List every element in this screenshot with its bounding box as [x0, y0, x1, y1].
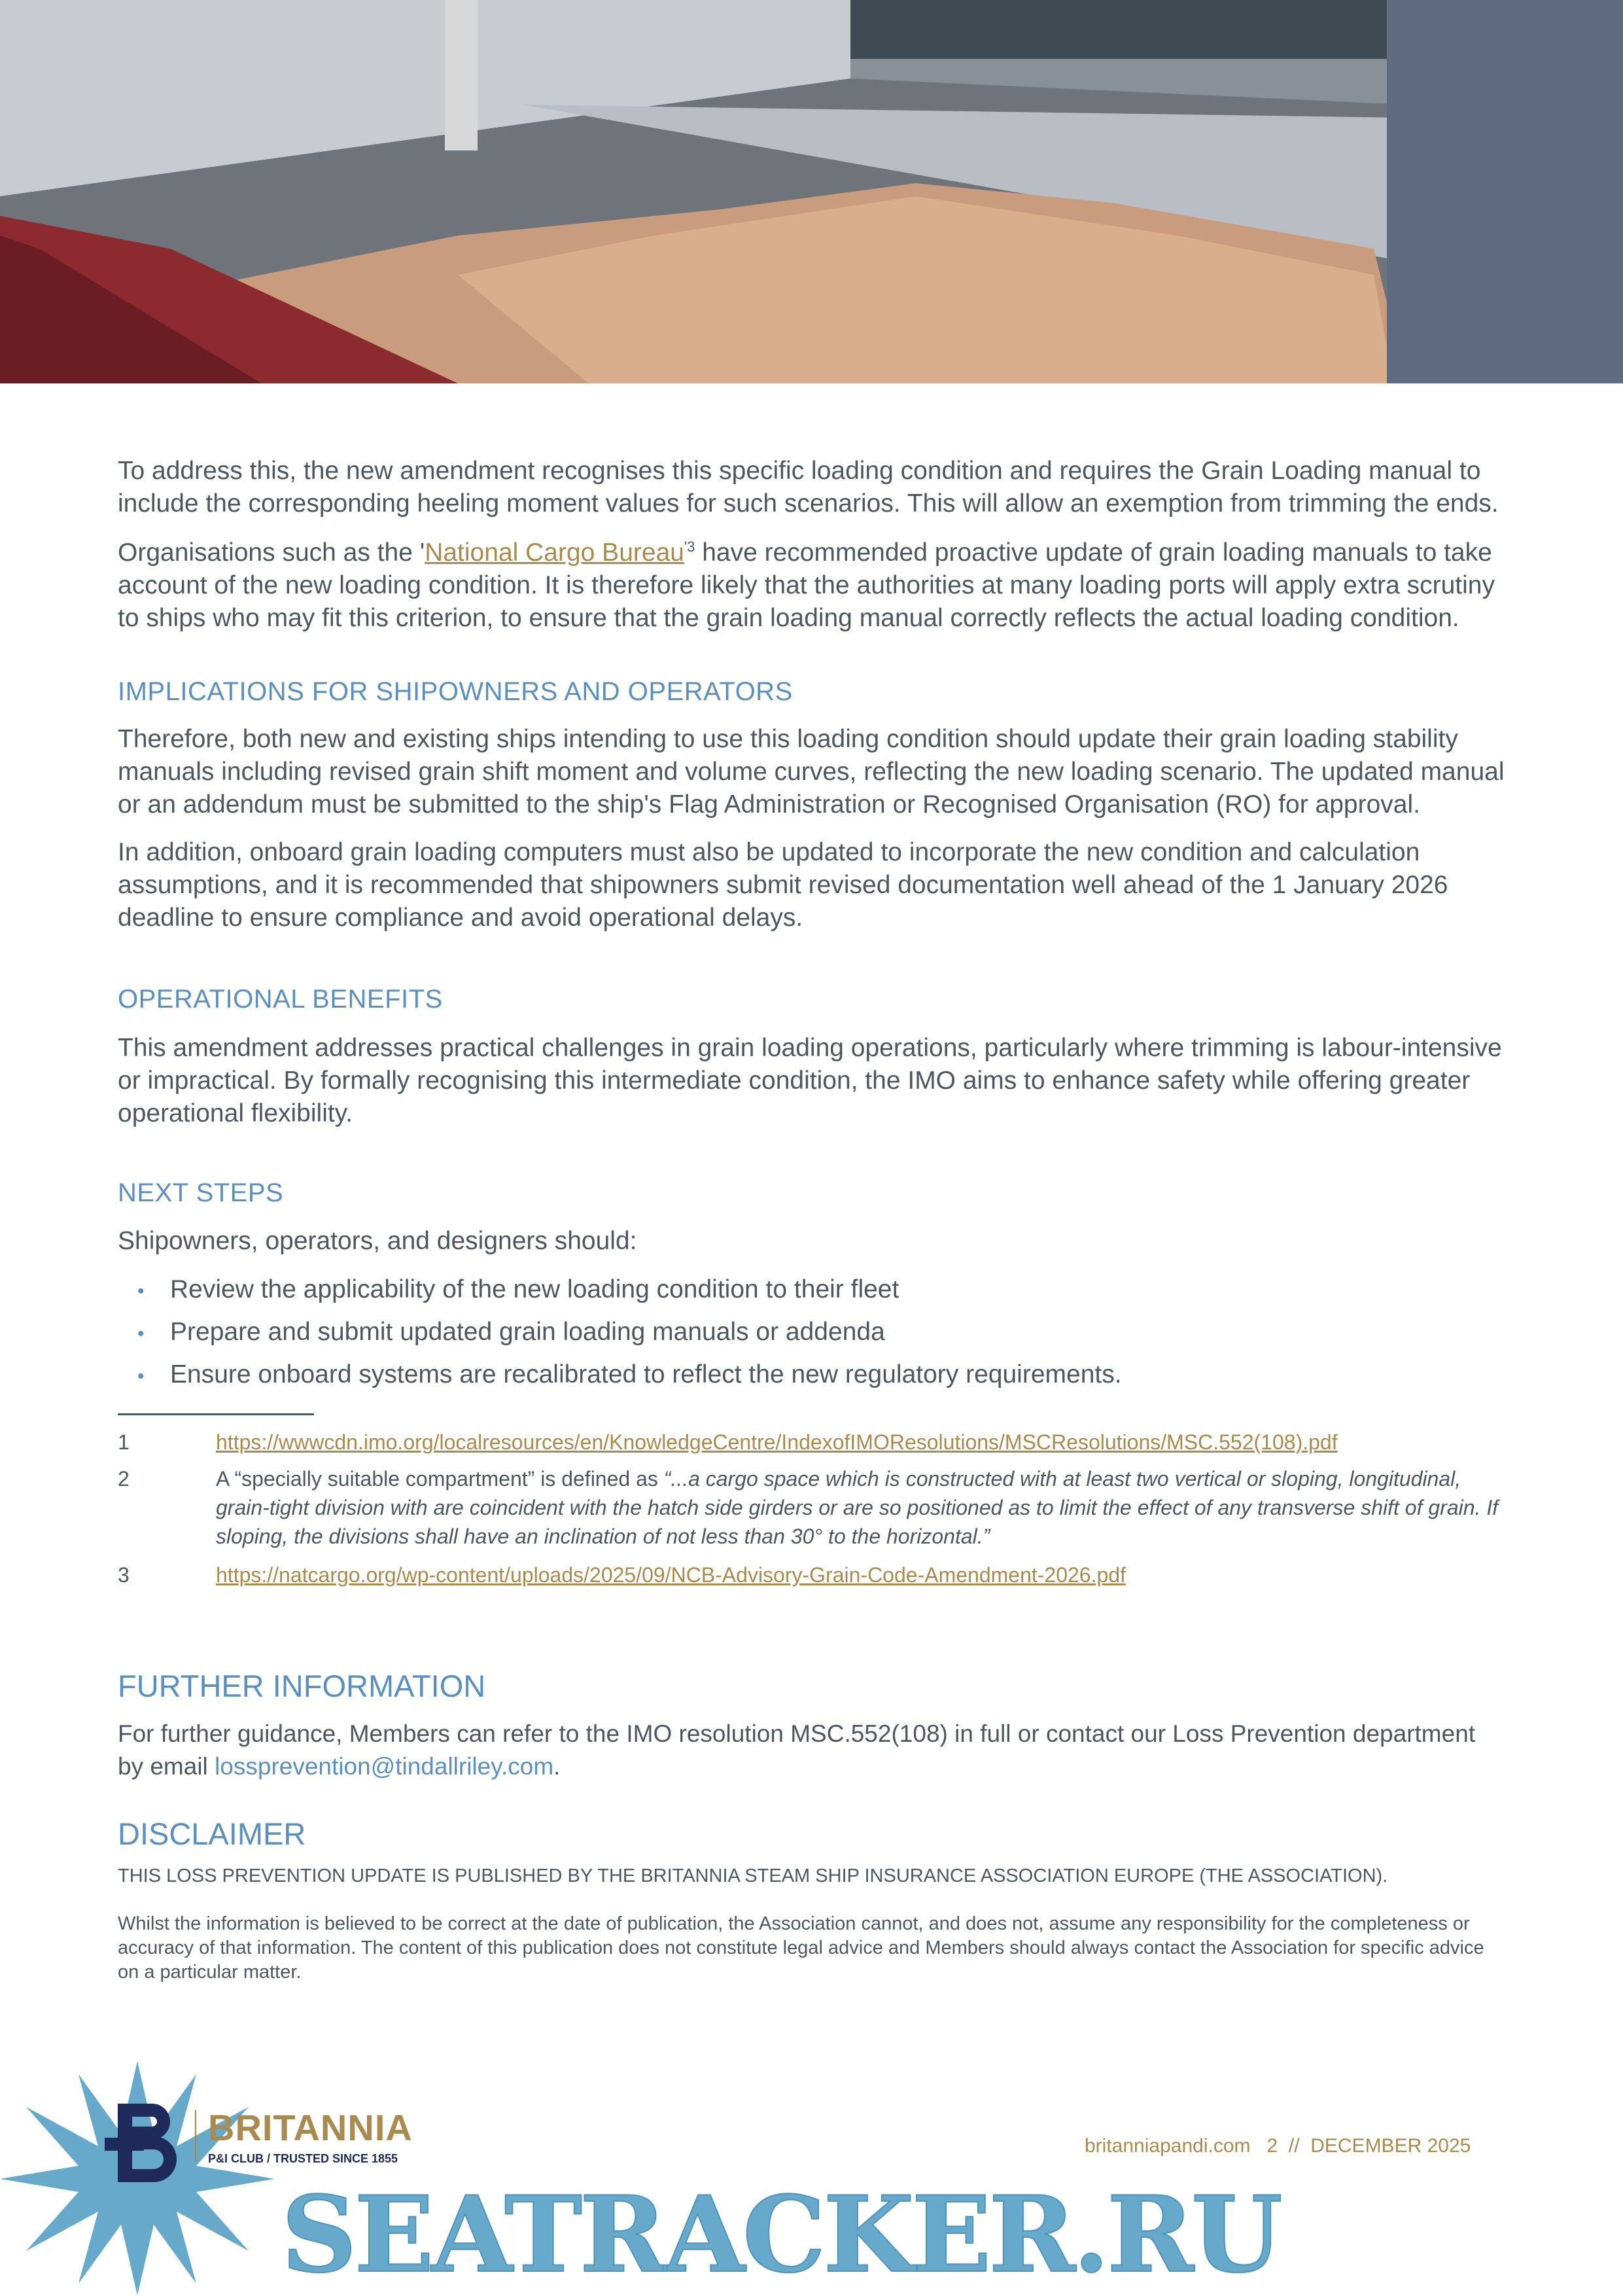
text: For further guidance, Members can refer to the IMO resolution MSC.552(108) in full or contact our Loss Prevention department by email — [118, 1720, 1476, 1780]
national-cargo-bureau-link[interactable]: National Cargo Bureau — [425, 539, 684, 567]
logo-name: BRITANNIA — [208, 2107, 413, 2148]
further-information-text — [118, 1718, 1505, 1783]
footnote-number: 3 — [118, 1563, 130, 1587]
separator: // — [1288, 2135, 1300, 2157]
footnote-1 — [118, 1428, 1505, 1457]
list-item — [137, 1358, 1505, 1393]
website-link[interactable]: britanniapandi.com — [1085, 2135, 1251, 2157]
next-steps-intro: Shipowners, operators, and designers should: — [118, 1227, 637, 1255]
text: Organisations such as the ' — [118, 539, 425, 567]
email-link[interactable]: lossprevention@tindallriley.com — [215, 1753, 554, 1780]
footer-info — [1085, 2134, 1471, 2158]
logo-divider — [195, 2110, 196, 2163]
footnote-text — [216, 1464, 1505, 1551]
ncb-advisory-link[interactable]: https://natcargo.org/wp-content/uploads/2025/09/NCB-Advisory-Grain-Code-Amendment-2026.pdf — [216, 1563, 1126, 1587]
text: A “specially suitable compartment” is defined as — [216, 1467, 664, 1491]
disclaimer-heading: DISCLAIMER — [118, 1816, 306, 1851]
definition-quote: “...a cargo space which is constructed with at least two vertical or sloping, longitudinal, grain-tight division with are coincident with the hatch side girders or are so positioned as to limit the effect of any transverse shift of grain. If sloping, the divisions shall have an inclination of not less than 30° to the horizontal.” — [216, 1467, 1499, 1548]
benefits-heading: OPERATIONAL BENEFITS — [118, 985, 443, 1014]
footnote-3 — [118, 1561, 1505, 1589]
footnote-2 — [118, 1464, 1505, 1551]
disclaimer-caps: THIS LOSS PREVENTION UPDATE IS PUBLISHED BY THE BRITANNIA STEAM SHIP INSURANCE ASSOCIATION EUROPE (THE ASSOCIATION). — [118, 1865, 1388, 1886]
implications-paragraph-1: Therefore, both new and existing ships intending to use this loading condition should update their grain loading stability manuals including revised grain shift moment and volume curves, reflecting the new loading scenario. The updated manual or an addendum must be submitted to the ship's Flag Administration or Recognised Organisation (RO) for approval. — [118, 725, 1505, 819]
logo-tagline: P&I CLUB / TRUSTED SINCE 1855 — [208, 2152, 398, 2165]
footnote-ref: '3 — [684, 539, 695, 555]
list-item — [137, 1316, 1505, 1351]
issue-date: DECEMBER 2025 — [1310, 2135, 1471, 2157]
bullet-icon: • — [137, 1323, 145, 1345]
implications-paragraph-2: In addition, onboard grain loading computers must also be updated to incorporate the new condition and calculation assumptions, and it is recommended that shipowners submit revised documentation well ahead of the 1 January 2026 deadline to ensure compliance and avoid operational delays. — [118, 838, 1448, 932]
article-body — [118, 455, 1505, 1985]
list-item-text: Prepare and submit updated grain loading manuals or addenda — [170, 1318, 885, 1346]
footnote-number: 1 — [118, 1430, 130, 1454]
bullet-icon: • — [137, 1366, 145, 1387]
disclaimer-text: Whilst the information is believed to be correct at the date of publication, the Association cannot, and does not, assume any responsibility for the completeness or accuracy of that information. The content of this publication does not constitute legal advice and Members should always contact the Association for specific advice on a particular matter. — [118, 1913, 1484, 1983]
footnote-number: 2 — [118, 1467, 130, 1491]
text: have recommended proactive update of grain loading manuals to take account of the new loading condition. It is therefore likely that the authorities at many loading ports will apply extra scrutiny to ships who may fit this criterion, to ensure that the grain loading manual correctly reflects the actual loading condition. — [118, 539, 1495, 632]
page-number: 2 — [1266, 2135, 1278, 2157]
list-item-text: Review the applicability of the new loading condition to their fleet — [170, 1275, 899, 1303]
intro-paragraph-2 — [118, 537, 1505, 635]
imo-resolution-link[interactable]: https://wwwcdn.imo.org/localresources/en/KnowledgeCentre/IndexofIMOResolutions/MSCResolutions/MSC.552(108).pdf — [216, 1430, 1338, 1454]
implications-heading: IMPLICATIONS FOR SHIPOWNERS AND OPERATORS — [118, 677, 793, 706]
footnote-divider — [118, 1413, 314, 1415]
bullet-icon: • — [137, 1280, 145, 1302]
next-steps-heading: NEXT STEPS — [118, 1178, 284, 1207]
further-information-heading: FURTHER INFORMATION — [118, 1669, 486, 1703]
list-item — [137, 1273, 1505, 1308]
list-item-text: Ensure onboard systems are recalibrated to reflect the new regulatory requirements. — [170, 1360, 1122, 1388]
benefits-paragraph: This amendment addresses practical challenges in grain loading operations, particularly where trimming is labour-intensive or impractical. By formally recognising this intermediate condition, the IMO aims to enhance safety while offering greater operational flexibility. — [118, 1034, 1502, 1127]
watermark-text: SEATRACKER.RU — [281, 2173, 1280, 2296]
text: . — [553, 1753, 561, 1780]
britannia-logo-icon — [111, 2104, 183, 2182]
hero-photo — [0, 0, 1623, 383]
intro-paragraph-1: To address this, the new amendment recognises this specific loading condition and requires the Grain Loading manual to include the corresponding heeling moment values for such scenarios. This will allow an exemption from trimming the ends. — [118, 457, 1499, 518]
